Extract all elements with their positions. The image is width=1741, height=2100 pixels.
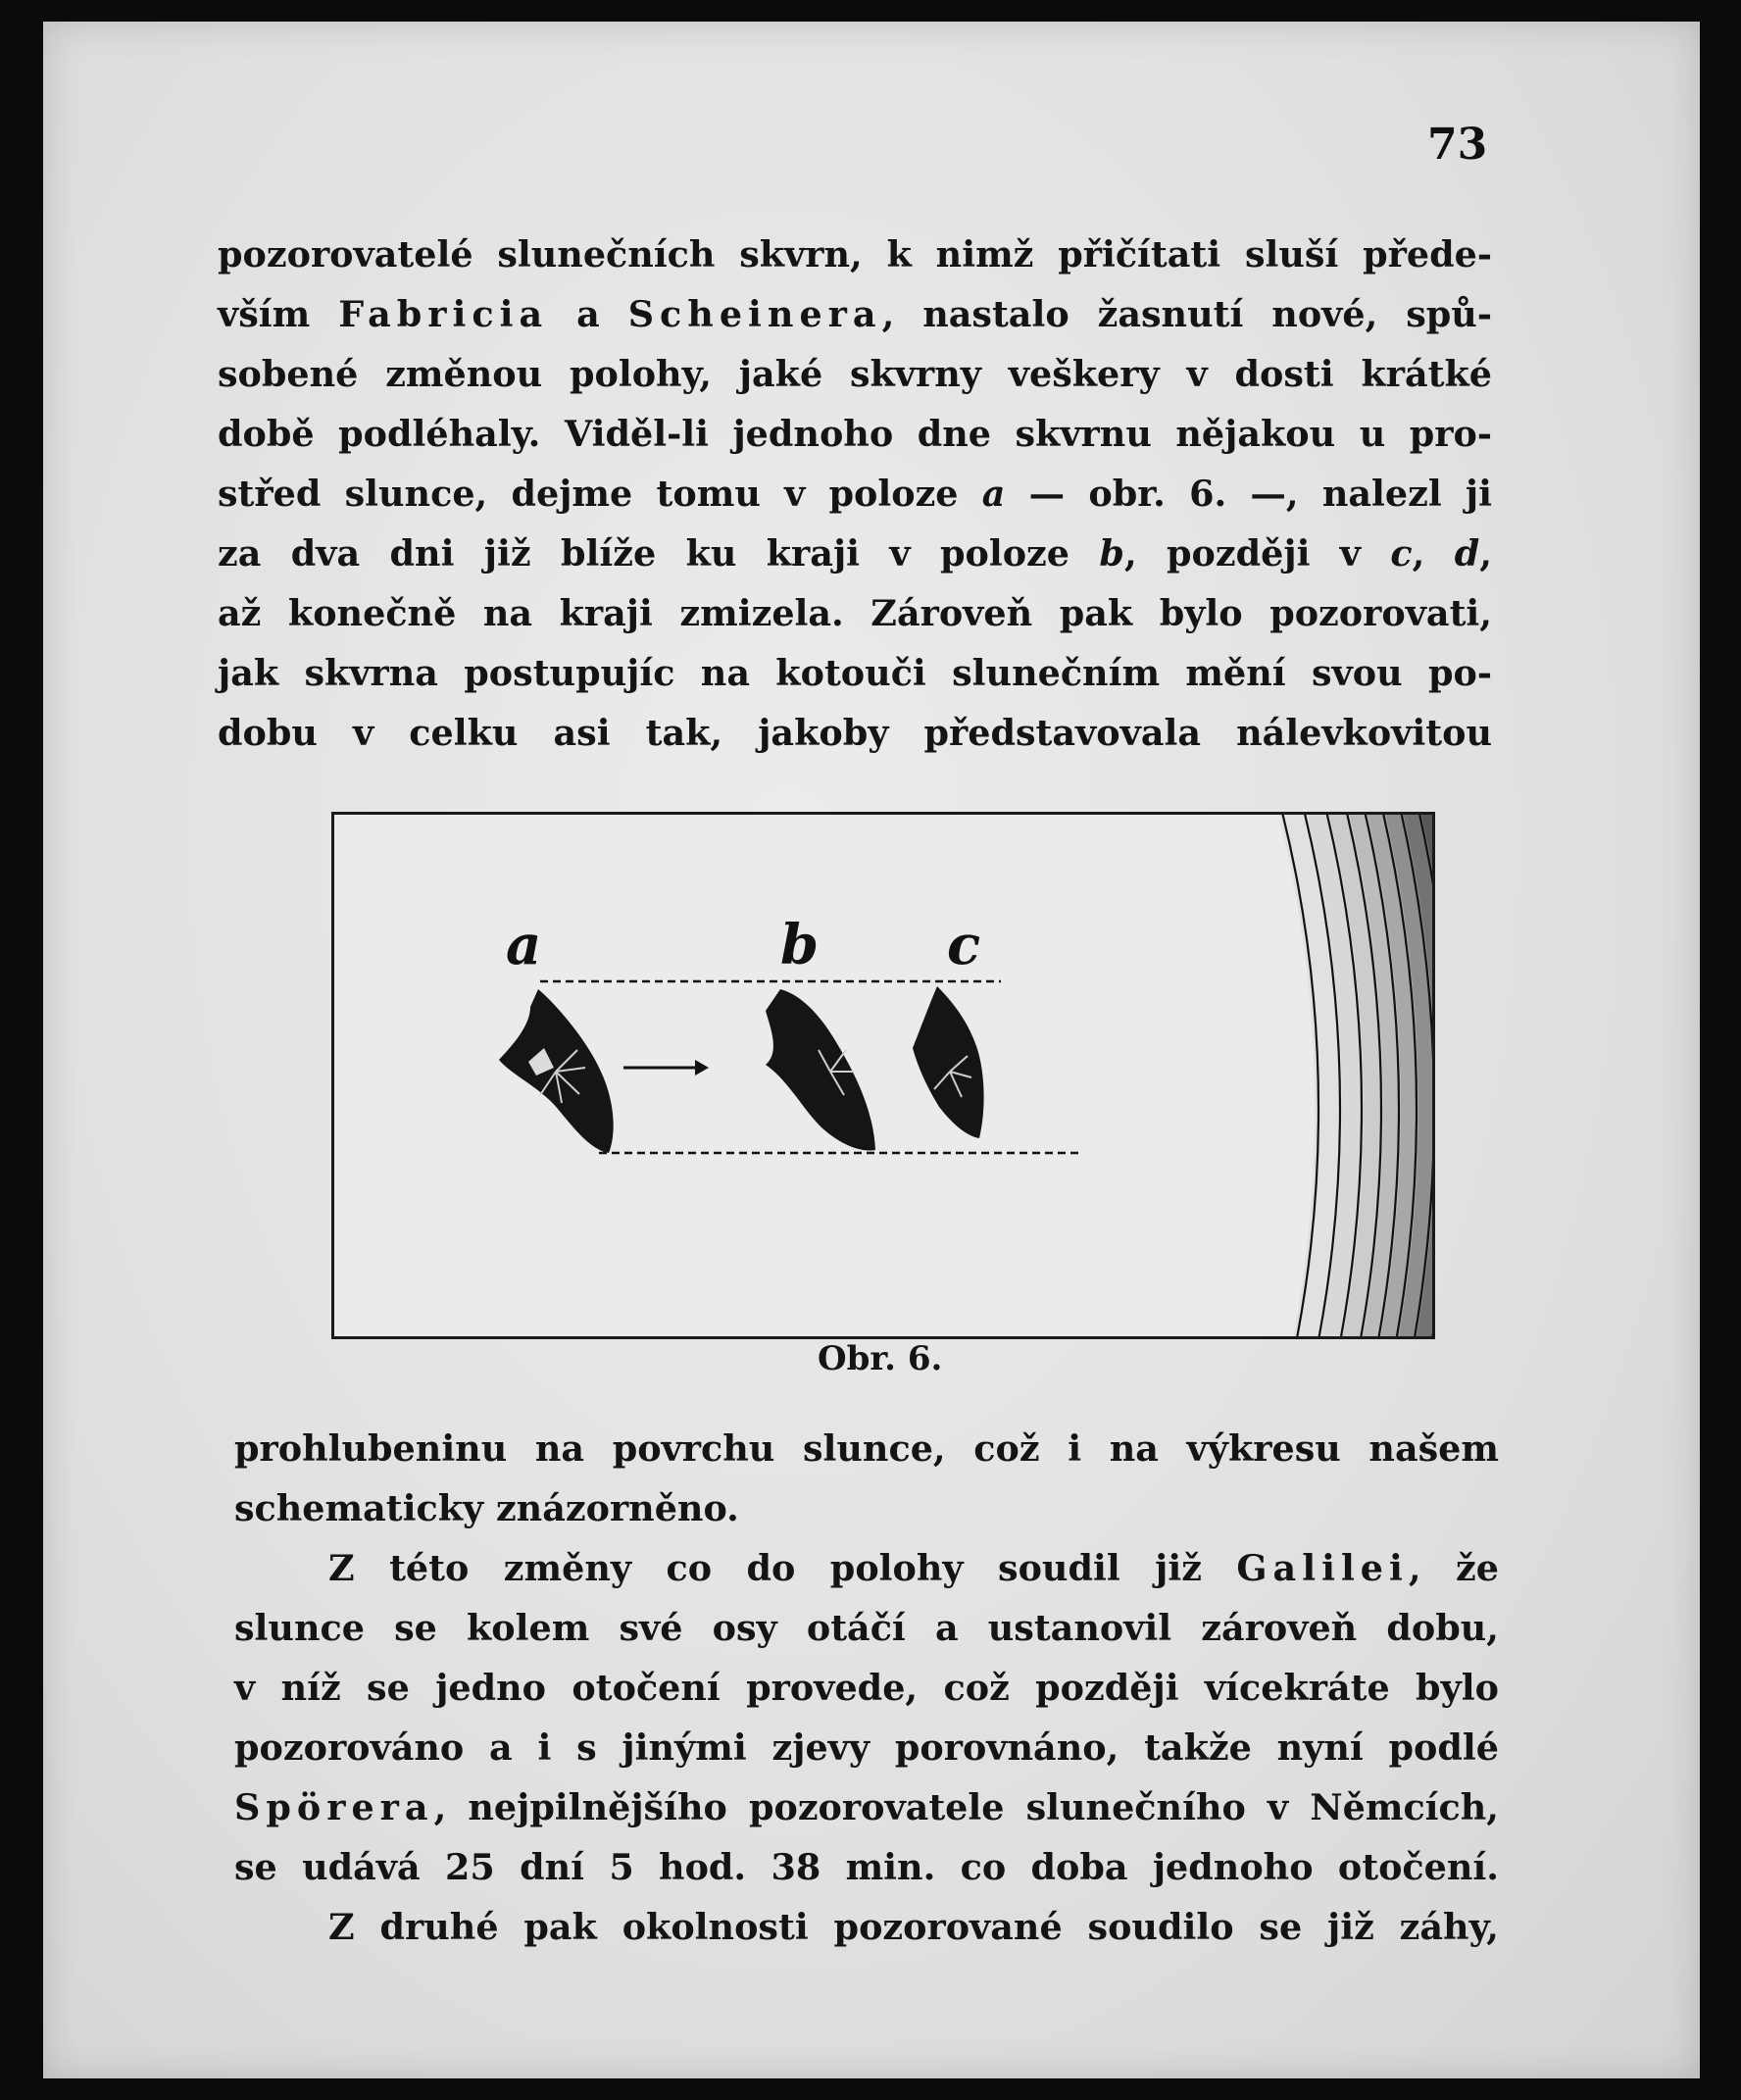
text-line: prohlubeninu na povrchu slunce, což i na výkresu našem: [234, 1427, 1499, 1470]
sun-limb-rings: [334, 815, 1432, 1336]
text-line: až konečně na kraji zmizela. Zároveň pak bylo pozorovati,: [218, 592, 1492, 634]
text-line: Z druhé pak okolnosti pozorované soudilo se již záhy,: [328, 1906, 1499, 1948]
text-line: za dva dni již blíže ku kraji v poloze b, později v c, d,: [218, 532, 1493, 575]
name-scheiner: Scheinera: [627, 293, 882, 335]
text-line: době podléhaly. Viděl-li jednoho dne skvrnu nějakou u pro-: [218, 413, 1492, 455]
text-line: jak skvrna postupujíc na kotouči slunečním mění svou po-: [218, 652, 1492, 694]
figure-sunspot-diagram: [331, 812, 1435, 1339]
name-sporer: Spörera: [234, 1786, 434, 1828]
text-line: Z této změny co do polohy soudil již Galilei, že: [328, 1547, 1499, 1589]
name-galilei: Galilei: [1236, 1547, 1409, 1589]
text-line: vším Fabricia a Scheinera, nastalo žasnutí nové, spů-: [218, 293, 1492, 335]
paragraph-2-4: [234, 1419, 1499, 1957]
label-b: b: [780, 913, 820, 977]
name-fabricius: Fabricia: [338, 293, 549, 335]
label-c: c: [947, 913, 981, 977]
figure-caption: Obr. 6.: [818, 1339, 943, 1378]
text-line: pozorováno a i s jinými zjevy porovnáno, takže nyní podlé: [234, 1726, 1499, 1769]
text-line: sobené změnou polohy, jaké skvrny veškery v dosti krátké: [218, 353, 1492, 395]
text-line: se udává 25 dní 5 hod. 38 min. co doba jednoho otočení.: [234, 1846, 1499, 1888]
text-line: střed slunce, dejme tomu v poloze a — obr. 6. —, nalezl ji: [218, 473, 1492, 515]
text-line: dobu v celku asi tak, jakoby představovala nálevkovitou: [218, 712, 1492, 754]
text-line: Spörera, nejpilnějšího pozorovatele slunečního v Němcích,: [234, 1786, 1499, 1828]
text-line: pozorovatelé slunečních skvrn, k nimž přičítati sluší přede-: [218, 233, 1492, 275]
text-line: v níž se jedno otočení provede, což později vícekráte bylo: [234, 1667, 1499, 1709]
sunspot-diagram: [334, 815, 1432, 1336]
label-a: a: [506, 913, 542, 977]
text-line: slunce se kolem své osy otáčí a ustanovil zároveň dobu,: [234, 1607, 1499, 1649]
paragraph-1: [218, 225, 1492, 763]
page-number: 73: [1427, 120, 1488, 170]
text-line: schematicky znázorněno.: [234, 1487, 739, 1529]
book-page: [43, 22, 1700, 2078]
